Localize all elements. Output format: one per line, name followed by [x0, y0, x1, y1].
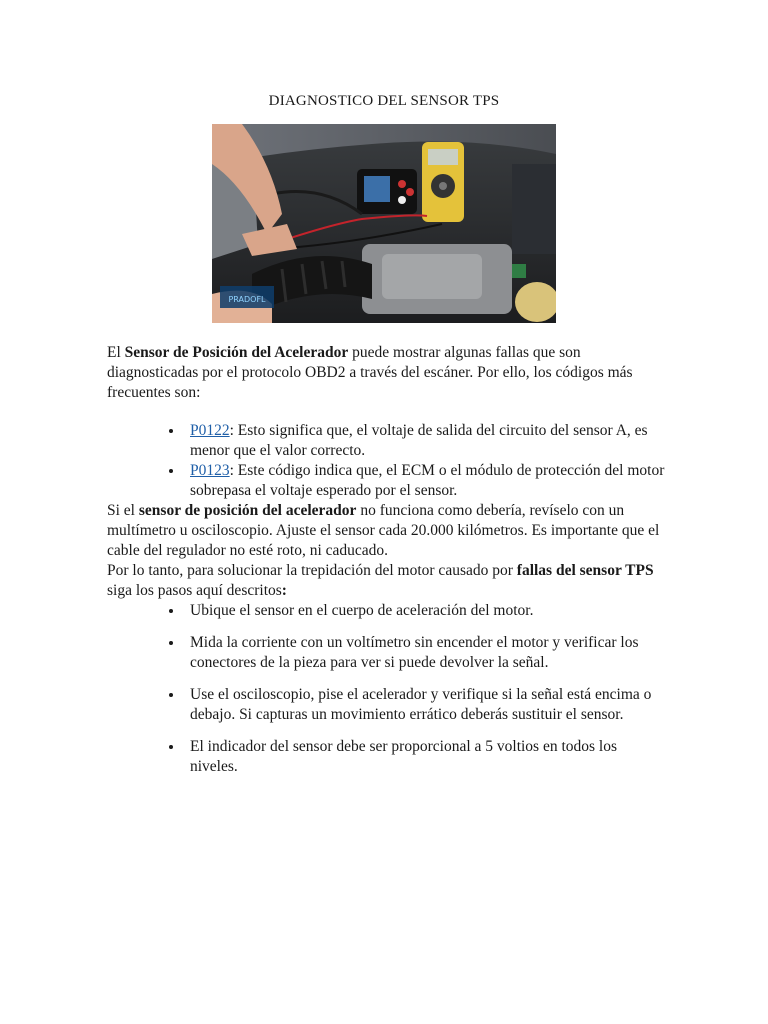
para3-text-end: :	[281, 582, 287, 599]
list-item: Use el osciloscopio, pise el acelerador y verifique si la señal está encima o debajo. Si capturas un movimiento errático deberás sustituir el sensor.	[107, 685, 667, 725]
list-item: Mida la corriente con un voltímetro sin encender el motor y verificar los conectores de la pieza para ver si puede devolver la señal.	[107, 633, 667, 673]
steps-list	[107, 601, 667, 777]
code-description: : Esto significa que, el voltaje de salida del circuito del sensor A, es menor que el valor correcto.	[190, 422, 648, 459]
para3-text-bold: fallas del sensor TPS	[516, 562, 654, 579]
list-item: El indicador del sensor debe ser proporcional a 5 voltios en todos los niveles.	[107, 737, 667, 777]
para3-text-post: siga los pasos aquí descritos	[107, 582, 282, 599]
list-item: Ubique el sensor en el cuerpo de aceleración del motor.	[107, 601, 667, 621]
code-link-p0122[interactable]: P0122	[190, 422, 230, 439]
page-title: DIAGNOSTICO DEL SENSOR TPS	[268, 93, 500, 109]
photo-watermark: PRADOFL	[228, 295, 266, 304]
intro-paragraph	[107, 343, 667, 403]
intro-text-pre: El	[107, 344, 125, 361]
para3-text-pre: Por lo tanto, para solucionar la trepidación del motor causado por	[107, 562, 517, 579]
intro-text-post: puede mostrar algunas fallas que son diagnosticadas por el protocolo OBD2 a través del escáner. Por ello, los códigos más frecuentes son:	[107, 344, 633, 401]
list-item	[107, 461, 667, 501]
code-link-p0123[interactable]: P0123	[190, 462, 230, 479]
photo-illustration	[212, 124, 556, 323]
fault-code-list	[107, 421, 667, 501]
para2-text-pre: Si el	[107, 502, 139, 519]
spacer	[107, 403, 667, 421]
para2-text-post: no funciona como debería, revíselo con un multímetro u osciloscopio. Ajuste el sensor cada 20.000 kilómetros. Es importante que el cable del regulador no esté roto, ni caducado.	[107, 502, 660, 559]
engine-diagnosis-photo	[212, 124, 556, 323]
solution-paragraph	[107, 561, 667, 601]
document-body	[107, 343, 667, 789]
check-paragraph	[107, 501, 667, 561]
code-description: : Este código indica que, el ECM o el módulo de protección del motor sobrepasa el voltaje esperado por el sensor.	[190, 462, 665, 499]
para2-text-bold: sensor de posición del acelerador	[138, 502, 357, 519]
intro-text-bold: Sensor de Posición del Acelerador	[124, 344, 349, 361]
list-item	[107, 421, 667, 461]
